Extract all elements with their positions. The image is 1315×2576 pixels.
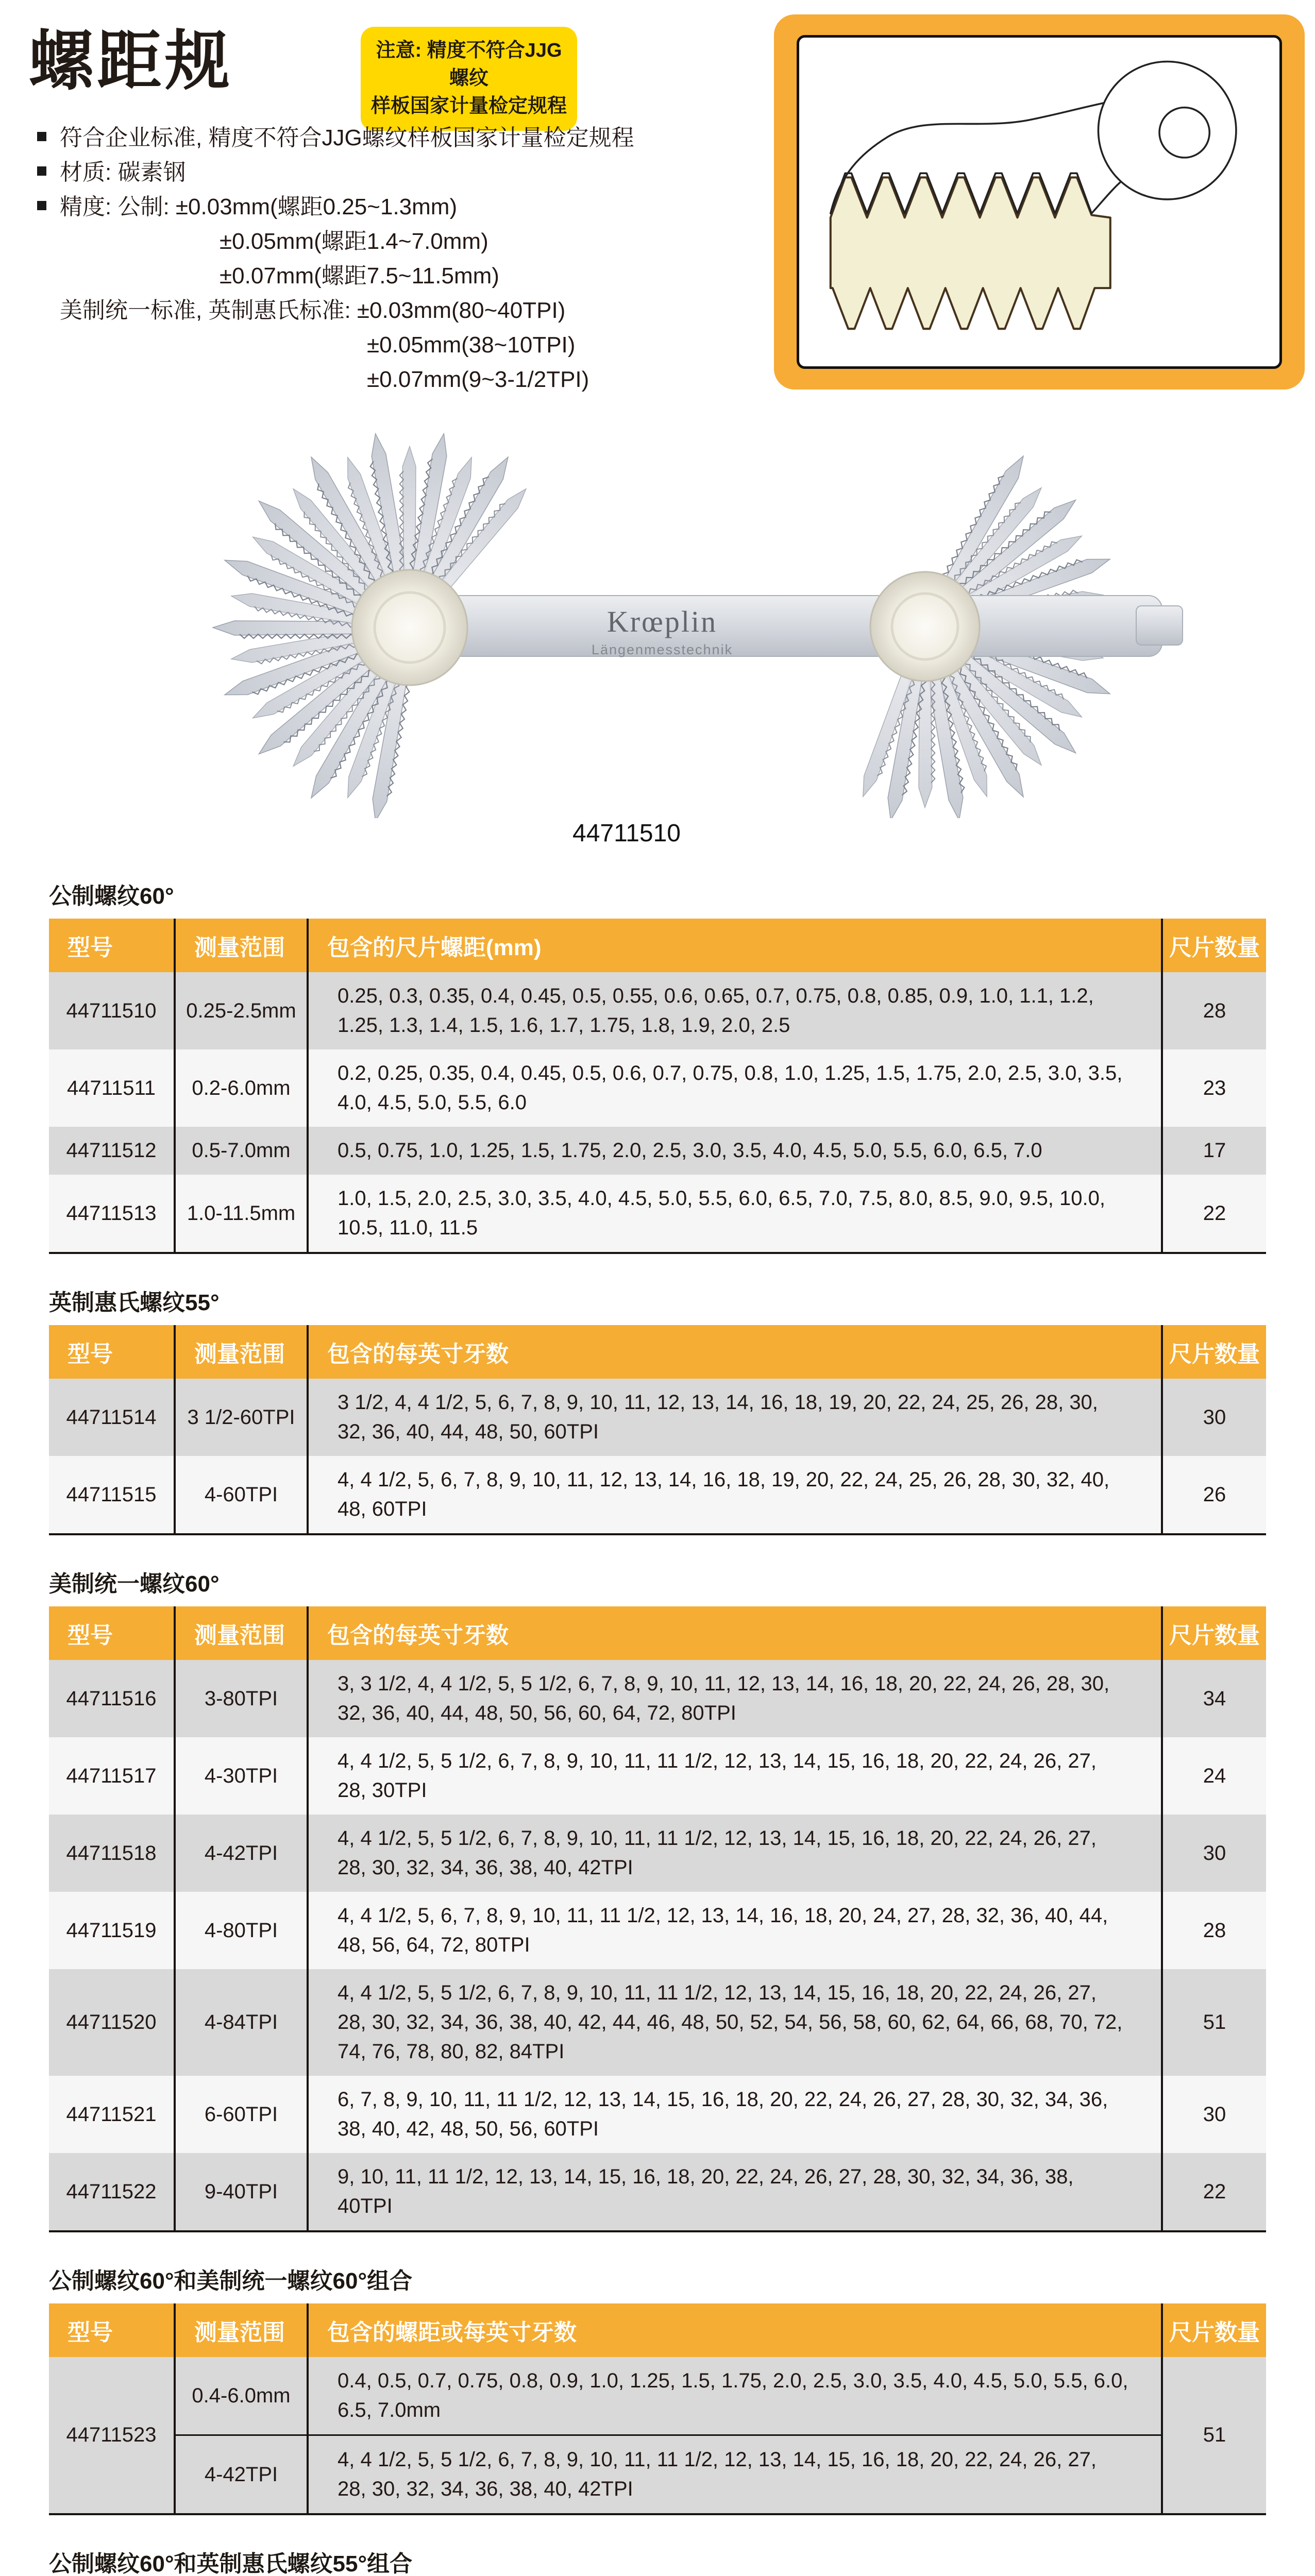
model-cell: 44711519: [49, 1892, 175, 1969]
section-label-metric60: 公制螺纹60°: [49, 884, 174, 909]
items-cell: 9, 10, 11, 11 1/2, 12, 13, 14, 15, 16, 18, 20, 22, 24, 26, 27, 28, 30, 32, 34, 36, 38, 40TPI: [308, 2153, 1162, 2231]
table-row: [49, 1815, 1266, 1892]
count-cell: 51: [1162, 1969, 1266, 2076]
table-whitworth55: [49, 1325, 1266, 1535]
items-cell: 0.5, 0.75, 1.0, 1.25, 1.5, 1.75, 2.0, 2.5, 3.0, 3.5, 4.0, 4.5, 5.0, 5.5, 6.0, 6.5, 7.0: [308, 1127, 1162, 1175]
model-cell: 44711518: [49, 1815, 175, 1892]
table-header-row: [49, 1325, 1266, 1379]
table-row: [49, 1127, 1266, 1175]
bullet-square-icon: [37, 201, 46, 210]
table-unified60: [49, 1606, 1266, 2232]
count-cell: 23: [1162, 1049, 1266, 1127]
range-cell: 0.5-7.0mm: [175, 1127, 308, 1175]
page-header: [0, 0, 1315, 406]
count-cell: 28: [1162, 972, 1266, 1049]
table-row: [49, 1049, 1266, 1127]
range-cell: 1.0-11.5mm: [175, 1175, 308, 1253]
brand-logo-text: Krœplin: [606, 605, 718, 638]
col-header-count: 尺片数量: [1162, 2303, 1266, 2357]
notice-badge-line2: 样板国家计量检定规程: [370, 95, 567, 117]
col-header-items: 包含的螺距或每英寸牙数: [308, 2303, 1162, 2357]
model-cell: 44711511: [49, 1049, 175, 1127]
col-header-range: 测量范围: [175, 1325, 308, 1379]
items-cell: 0.4, 0.5, 0.7, 0.75, 0.8, 0.9, 1.0, 1.25, 1.5, 1.75, 2.0, 2.5, 3.0, 3.5, 4.0, 4.5, 5.0, 5.5, 6.0, 6.5, 7.0mm: [308, 2357, 1162, 2435]
table-row: [49, 2357, 1266, 2435]
items-cell: 0.25, 0.3, 0.35, 0.4, 0.45, 0.5, 0.55, 0.6, 0.65, 0.7, 0.75, 0.8, 0.85, 0.9, 1.0, 1.1, 1.2, 1.25, 1.3, 1.4, 1.5, 1.6, 1.7, 1.75, 1.8, 1.9, 2.0, 2.5: [308, 972, 1162, 1049]
thread-gauge-diagram-drawing: [799, 38, 1279, 366]
range-cell: 4-60TPI: [175, 1456, 308, 1534]
bullet-square-icon: [37, 166, 46, 176]
col-header-count: 尺片数量: [1162, 919, 1266, 972]
section-label-whitworth55: 英制惠氏螺纹55°: [49, 1290, 220, 1315]
table-row: [49, 1969, 1266, 2076]
count-cell: 30: [1162, 1815, 1266, 1892]
items-cell: 6, 7, 8, 9, 10, 11, 11 1/2, 12, 13, 14, 15, 16, 18, 20, 22, 24, 26, 27, 28, 30, 32, 34, 36, 38, 40, 42, 48, 50, 56, 60TPI: [308, 2076, 1162, 2153]
col-header-range: 测量范围: [175, 1606, 308, 1660]
product-photo: [49, 406, 1266, 848]
table-row: [49, 1456, 1266, 1534]
range-cell: 3-80TPI: [175, 1660, 308, 1737]
count-cell: 34: [1162, 1660, 1266, 1737]
spec-line-standard: 符合企业标准, 精度不符合JJG螺纹样板国家计量检定规程: [37, 121, 769, 155]
model-cell: 44711510: [49, 972, 175, 1049]
bullet-square-icon: [37, 132, 46, 141]
table-header-row: [49, 1606, 1266, 1660]
col-header-count: 尺片数量: [1162, 1325, 1266, 1379]
range-cell: 3 1/2-60TPI: [175, 1379, 308, 1456]
notice-badge: [361, 27, 577, 131]
photo-caption: 44711510: [572, 820, 681, 847]
model-cell: 44711517: [49, 1737, 175, 1815]
col-header-range: 测量范围: [175, 919, 308, 972]
spec-line-accuracy-2: ±0.05mm(螺距1.4~7.0mm): [220, 229, 488, 254]
model-cell: 44711513: [49, 1175, 175, 1253]
range-cell: 4-80TPI: [175, 1892, 308, 1969]
table-row: [49, 1379, 1266, 1456]
count-cell: 51: [1162, 2357, 1266, 2514]
notice-badge-line1: 注意: 精度不符合JJG螺纹: [376, 40, 562, 89]
range-cell: 4-42TPI: [175, 1815, 308, 1892]
table-row: [49, 1175, 1266, 1253]
section-label-combo-metric-whitworth: 公制螺纹60°和英制惠氏螺纹55°组合: [49, 2551, 413, 2576]
model-cell: 44711512: [49, 1127, 175, 1175]
count-cell: 30: [1162, 1379, 1266, 1456]
table-row: [49, 1737, 1266, 1815]
spec-line-material: 材质: 碳素钢: [37, 155, 769, 190]
model-cell: 44711522: [49, 2153, 175, 2231]
model-cell: 44711514: [49, 1379, 175, 1456]
items-cell: 4, 4 1/2, 5, 5 1/2, 6, 7, 8, 9, 10, 11, 11 1/2, 12, 13, 14, 15, 16, 18, 20, 22, 24, 26, 27, 28, 30, 32, 34, 36, 38, 40, 42TPI: [308, 1815, 1162, 1892]
items-cell: 4, 4 1/2, 5, 5 1/2, 6, 7, 8, 9, 10, 11, 11 1/2, 12, 13, 14, 15, 16, 18, 20, 22, 24, 26, 27, 28, 30, 32, 34, 36, 38, 40, 42TPI: [308, 2435, 1162, 2515]
items-cell: 3 1/2, 4, 4 1/2, 5, 6, 7, 8, 9, 10, 11, 12, 13, 14, 16, 18, 19, 20, 22, 24, 25, 26, 28, 30, 32, 36, 40, 44, 48, 50, 60TPI: [308, 1379, 1162, 1456]
spec-line-unified-3: ±0.07mm(9~3-1/2TPI): [367, 367, 589, 392]
thread-diagram-frame: [774, 14, 1305, 389]
count-cell: 17: [1162, 1127, 1266, 1175]
range-cell: 4-42TPI: [175, 2435, 308, 2515]
model-cell: 44711520: [49, 1969, 175, 2076]
items-cell: 4, 4 1/2, 5, 6, 7, 8, 9, 10, 11, 11 1/2, 12, 13, 14, 16, 18, 20, 24, 27, 28, 32, 36, 40, 44, 48, 56, 64, 72, 80TPI: [308, 1892, 1162, 1969]
col-header-count: 尺片数量: [1162, 1606, 1266, 1660]
range-cell: 0.4-6.0mm: [175, 2357, 308, 2435]
col-header-range: 测量范围: [175, 2303, 308, 2357]
count-cell: 26: [1162, 1456, 1266, 1534]
count-cell: 22: [1162, 1175, 1266, 1253]
count-cell: 30: [1162, 2076, 1266, 2153]
items-cell: 4, 4 1/2, 5, 5 1/2, 6, 7, 8, 9, 10, 11, 11 1/2, 12, 13, 14, 15, 16, 18, 20, 22, 24, 26, 27, 28, 30TPI: [308, 1737, 1162, 1815]
thread-diagram: [797, 35, 1282, 369]
gauge-body-bar: [379, 596, 1162, 656]
section-label-unified60: 美制统一螺纹60°: [49, 1571, 220, 1597]
gauge-blade-hole-icon: [1159, 108, 1209, 158]
spec-line-accuracy: 精度: 公制: ±0.03mm(螺距0.25~1.3mm): [37, 190, 769, 224]
model-cell: 44711515: [49, 1456, 175, 1534]
table-row: [49, 1892, 1266, 1969]
spec-line-unified-2: ±0.05mm(38~10TPI): [367, 332, 576, 358]
spec-line-unified: 美制统一标准, 英制惠氏标准: ±0.03mm(80~40TPI): [60, 298, 566, 323]
count-cell: 24: [1162, 1737, 1266, 1815]
table-row: [49, 2076, 1266, 2153]
spec-line-accuracy-3: ±0.07mm(螺距7.5~11.5mm): [220, 263, 499, 289]
spec-list: [37, 121, 769, 397]
model-cell: 44711523: [49, 2357, 175, 2514]
brand-subtitle-text: Längenmesstechnik: [591, 642, 733, 657]
left-pivot-nut: [352, 570, 467, 685]
col-header-items: 包含的尺片螺距(mm): [308, 919, 1162, 972]
range-cell: 0.2-6.0mm: [175, 1049, 308, 1127]
section-label-combo-metric-unified: 公制螺纹60°和美制统一螺纹60°组合: [49, 2268, 413, 2294]
gauge-body-tail: [1136, 606, 1183, 645]
table-combo-metric-unified: [49, 2303, 1266, 2515]
count-cell: 28: [1162, 1892, 1266, 1969]
col-header-model: 型号: [49, 919, 175, 972]
table-header-row: [49, 919, 1266, 972]
range-cell: 6-60TPI: [175, 2076, 308, 2153]
items-cell: 0.2, 0.25, 0.35, 0.4, 0.45, 0.5, 0.6, 0.7, 0.75, 0.8, 1.0, 1.25, 1.5, 1.75, 2.0, 2.5, 3.0, 3.5, 4.0, 4.5, 5.0, 5.5, 6.0: [308, 1049, 1162, 1127]
pitch-gauge-photo-drawing: [49, 406, 1266, 818]
table-row: [49, 2153, 1266, 2231]
table-metric60: [49, 919, 1266, 1254]
items-cell: 3, 3 1/2, 4, 4 1/2, 5, 5 1/2, 6, 7, 8, 9, 10, 11, 12, 13, 14, 16, 18, 20, 22, 24, 26, 28, 30, 32, 36, 40, 44, 48, 50, 56, 60, 64, 72, 80TPI: [308, 1660, 1162, 1737]
col-header-model: 型号: [49, 2303, 175, 2357]
range-cell: 0.25-2.5mm: [175, 972, 308, 1049]
col-header-items: 包含的每英寸牙数: [308, 1325, 1162, 1379]
model-cell: 44711521: [49, 2076, 175, 2153]
items-cell: 4, 4 1/2, 5, 5 1/2, 6, 7, 8, 9, 10, 11, 11 1/2, 12, 13, 14, 15, 16, 18, 20, 22, 24, 26, 27, 28, 30, 32, 34, 36, 38, 40, 42, 44, 46, 48, 50, 52, 54, 56, 58, 60, 62, 64, 66, 68, 70, 72, 74, 76, 78, 80, 82, 84TPI: [308, 1969, 1162, 2076]
col-header-model: 型号: [49, 1325, 175, 1379]
col-header-model: 型号: [49, 1606, 175, 1660]
col-header-items: 包含的每英寸牙数: [308, 1606, 1162, 1660]
spec-tables: [49, 877, 1266, 2576]
range-cell: 9-40TPI: [175, 2153, 308, 2231]
page-title: 螺距规: [29, 25, 233, 97]
table-header-row: [49, 2303, 1266, 2357]
table-row: [49, 972, 1266, 1049]
range-cell: 4-84TPI: [175, 1969, 308, 2076]
range-cell: 4-30TPI: [175, 1737, 308, 1815]
table-row: [49, 1660, 1266, 1737]
right-pivot-nut: [870, 572, 980, 681]
count-cell: 22: [1162, 2153, 1266, 2231]
model-cell: 44711516: [49, 1660, 175, 1737]
items-cell: 4, 4 1/2, 5, 6, 7, 8, 9, 10, 11, 12, 13, 14, 16, 18, 19, 20, 22, 24, 25, 26, 28, 30, 32, 40, 48, 60TPI: [308, 1456, 1162, 1534]
items-cell: 1.0, 1.5, 2.0, 2.5, 3.0, 3.5, 4.0, 4.5, 5.0, 5.5, 6.0, 6.5, 7.0, 7.5, 8.0, 8.5, 9.0, 9.5, 10.0, 10.5, 11.0, 11.5: [308, 1175, 1162, 1253]
table-subrow: [49, 2435, 1266, 2515]
